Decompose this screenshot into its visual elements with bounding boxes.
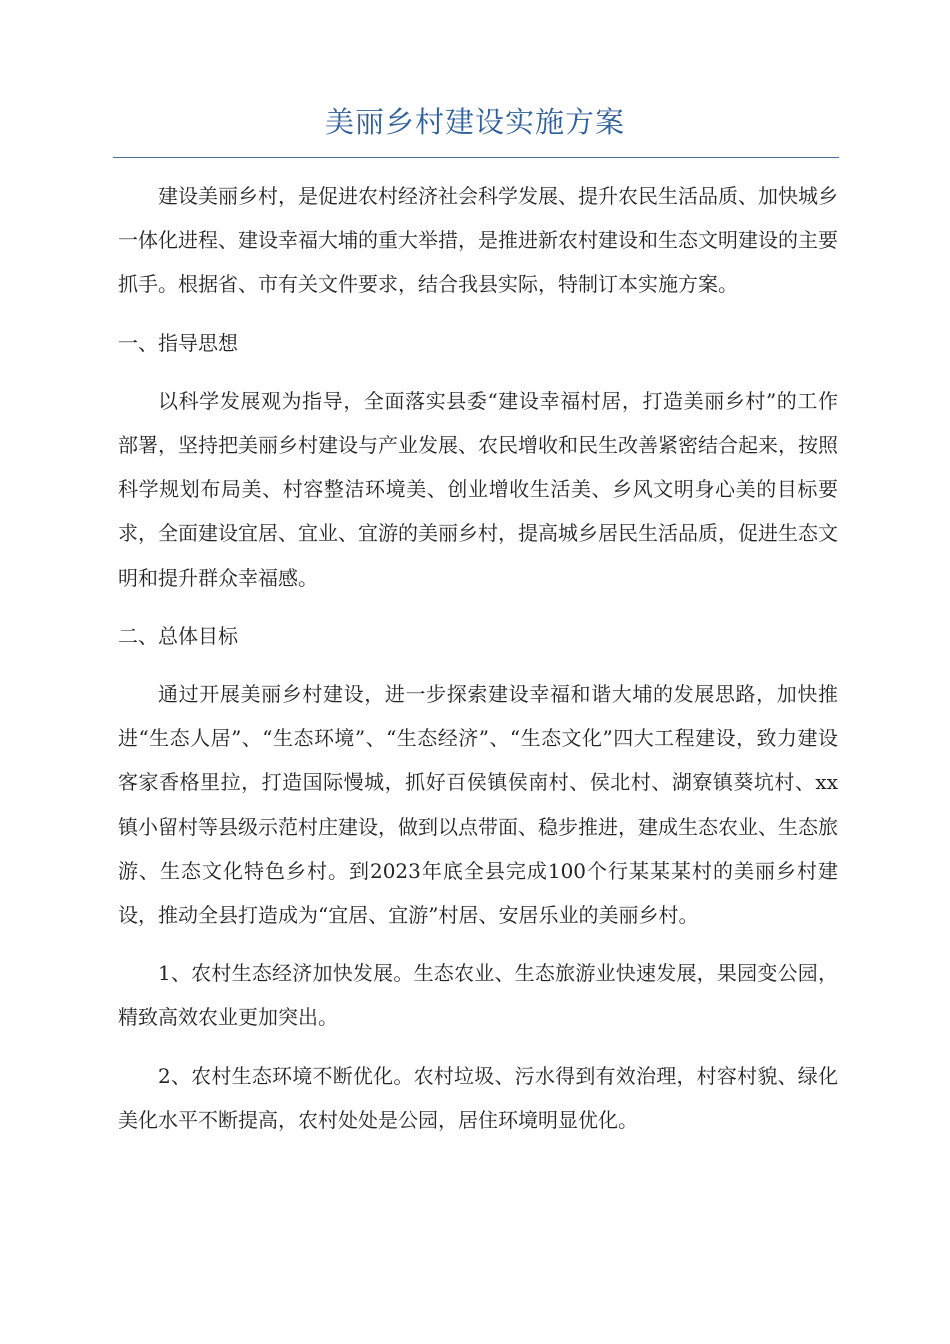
goal-item-1: 1、农村生态经济加快发展。生态农业、生态旅游业快速发展，果园变公园，精致高效农业更加突出。 (118, 961, 838, 1030)
title-divider (113, 157, 839, 158)
section-heading-guiding-ideology: 一、指导思想 (118, 330, 238, 355)
intro-paragraph: 建设美丽乡村，是促进农村经济社会科学发展、提升农民生活品质、加快城乡一体化进程、建设幸福大埔的重大举措，是推进新农村建设和生态文明建设的主要抓手。根据省、市有关文件要求，结合我县实际，特制订本实施方案。 (118, 184, 838, 297)
document-body (118, 174, 838, 1142)
overall-goal-paragraph: 通过开展美丽乡村建设，进一步探索建设幸福和谐大埔的发展思路，加快推进“生态人居”、“生态环境”、“生态经济”、“生态文化”四大工程建设，致力建设客家香格里拉，打造国际慢城，抓好百侯镇侯南村、侯北村、湖寮镇葵坑村、xx镇小留村等县级示范村庄建设，做到以点带面、稳步推进，建成生态农业、生态旅游、生态文化特色乡村。到2023年底全县完成100个行某某某村的美丽乡村建设，推动全县打造成为“宜居、宜游”村居、安居乐业的美丽乡村。 (118, 682, 838, 928)
guiding-ideology-paragraph: 以科学发展观为指导，全面落实县委“建设幸福村居，打造美丽乡村”的工作部署，坚持把美丽乡村建设与产业发展、农民增收和民生改善紧密结合起来，按照科学规划布局美、村容整洁环境美、创业增收生活美、乡风文明身心美的目标要求，全面建设宜居、宜业、宜游的美丽乡村，提高城乡居民生活品质，促进生态文明和提升群众幸福感。 (118, 388, 838, 590)
goal-item-2: 2、农村生态环境不断优化。农村垃圾、污水得到有效治理，村容村貌、绿化美化水平不断提高，农村处处是公园，居住环境明显优化。 (118, 1063, 838, 1132)
section-heading-overall-goal: 二、总体目标 (118, 623, 238, 648)
document-title: 美丽乡村建设实施方案 (324, 105, 625, 139)
